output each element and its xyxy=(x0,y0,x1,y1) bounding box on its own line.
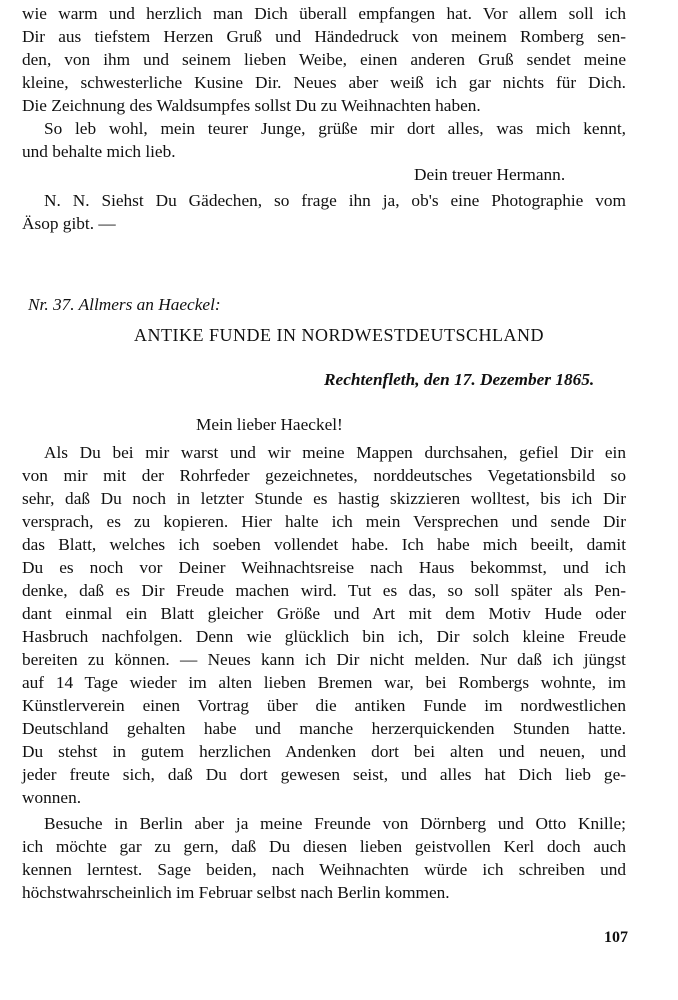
body-line: Als Du bei mir warst und wir meine Mappen durchsahen, gefiel Dir ein xyxy=(44,443,626,462)
body-line: höchstwahrscheinlich im Februar selbst nach Berlin kommen. xyxy=(22,883,450,902)
body-line: jeder freute sich, daß Du dort gewesen seist, und alles hat Dich lieb ge- xyxy=(22,765,626,784)
body-line: dant einmal ein Blatt gleicher Größe und Art mit dem Motiv Hude oder xyxy=(22,604,626,623)
body-line: auf 14 Tage wieder im alten lieben Bremen war, bei Rombergs wohnte, im xyxy=(22,673,626,692)
page-number: 107 xyxy=(604,929,628,946)
text-line: Die Zeichnung des Waldsumpfes sollst Du zu Weihnachten haben. xyxy=(22,96,481,115)
text-line: wie warm und herzlich man Dich überall empfangen hat. Vor allem soll ich xyxy=(22,4,626,23)
body-line: Du es noch vor Deiner Weihnachtsreise nach Haus bekommst, und ich xyxy=(22,558,626,577)
body-line: Künstlerverein einen Vortrag über die antiken Funde im nordwestlichen xyxy=(22,696,626,715)
body-line: wonnen. xyxy=(22,788,82,807)
body-line: kennen lerntest. Sage beiden, nach Weihnachten würde ich schreiben und xyxy=(22,860,626,879)
letter-closing: Dein treuer Hermann. xyxy=(414,165,566,184)
body-line: versprach, es zu kopieren. Hier halte ich mein Versprechen und sende Dir xyxy=(22,512,626,531)
body-line: ich möchte gar zu gern, daß Du diesen lieben geistvollen Kerl doch auch xyxy=(22,837,626,856)
body-line: Du stehst in gutem herzlichen Andenken dort bei alten und neuen, und xyxy=(22,742,626,761)
body-line: Besuche in Berlin aber ja meine Freunde von Dörnberg und Otto Knille; xyxy=(44,814,626,833)
letter-label: Nr. 37. Allmers an Haeckel: xyxy=(28,295,221,314)
body-line: Deutschland gehalten habe und manche herzerquickenden Stunden hatte. xyxy=(22,719,626,738)
salutation: Mein lieber Haeckel! xyxy=(196,415,343,434)
section-heading: ANTIKE FUNDE IN NORDWESTDEUTSCHLAND xyxy=(134,325,544,345)
body-line: Hasbruch nachfolgen. Denn wie glücklich bin ich, Dir solch kleine Freude xyxy=(22,627,626,646)
text-line: kleine, schwesterliche Kusine Dir. Neues aber weiß ich gar nichts für Dich. xyxy=(22,73,626,92)
body-line: von mir mit der Rohrfeder gezeichnetes, norddeutsches Vegetationsbild so xyxy=(22,466,626,485)
text-line: den, von ihm und seinem lieben Weibe, einen anderen Gruß sendet meine xyxy=(22,50,626,69)
body-line: bereiten zu können. — Neues kann ich Dir nicht melden. Nur daß ich jüngst xyxy=(22,650,626,669)
dateline: Rechtenfleth, den 17. Dezember 1865. xyxy=(324,370,595,389)
body-line: denke, daß es Dir Freude machen wird. Tut es das, so soll später als Pen- xyxy=(22,581,626,600)
postscript-line: N. N. Siehst Du Gädechen, so frage ihn ja, ob's eine Photographie vom xyxy=(44,191,626,210)
text-line: und behalte mich lieb. xyxy=(22,142,176,161)
body-line: das Blatt, welches ich soeben vollendet habe. Ich habe mich beeilt, damit xyxy=(22,535,626,554)
text-line: So leb wohl, mein teurer Junge, grüße mir dort alles, was mich kennt, xyxy=(44,119,626,138)
text-line: Dir aus tiefstem Herzen Gruß und Händedruck von meinem Romberg sen- xyxy=(22,27,626,46)
body-line: sehr, daß Du noch in letzter Stunde es hastig skizzieren wolltest, bis ich Dir xyxy=(22,489,626,508)
postscript-line: Äsop gibt. — xyxy=(22,214,116,233)
